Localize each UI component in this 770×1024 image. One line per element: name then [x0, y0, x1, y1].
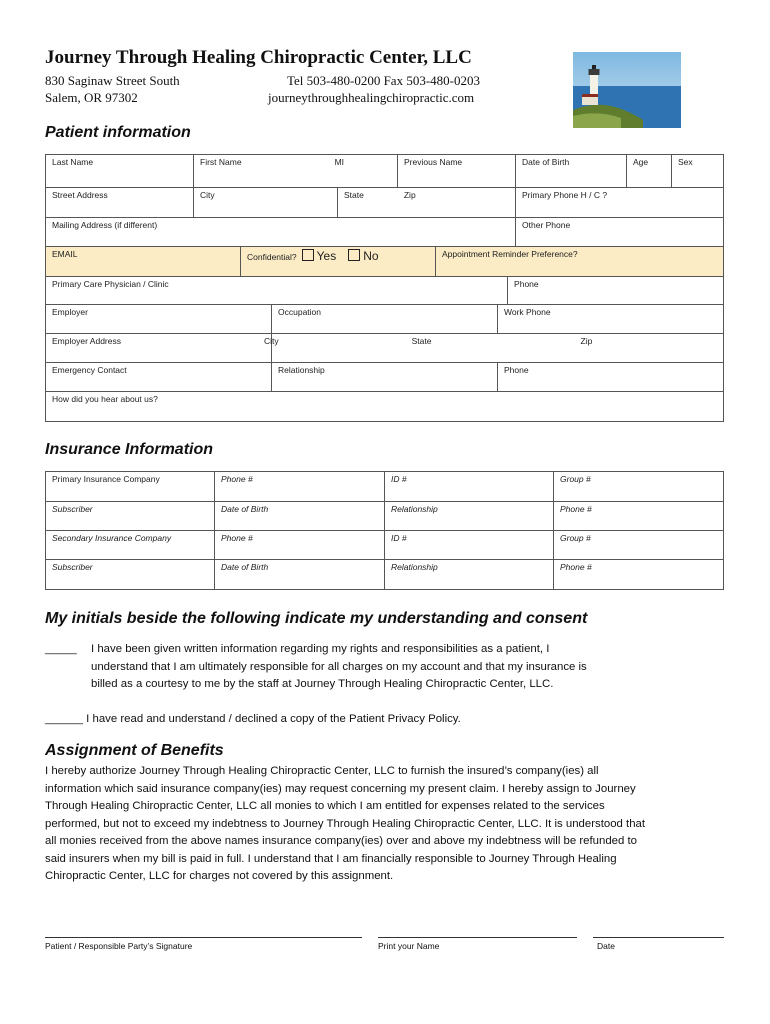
date-label: Date — [597, 941, 615, 951]
employer-address-field[interactable] — [46, 334, 272, 363]
work-phone-field[interactable] — [498, 305, 724, 334]
ins-cell[interactable] — [554, 560, 724, 590]
sex-field[interactable] — [672, 155, 724, 188]
print-name-label: Print your Name — [378, 941, 440, 951]
pcp-phone-label: Phone — [514, 279, 539, 289]
ins-phone-label: Phone # — [560, 504, 592, 514]
occupation-field[interactable] — [272, 305, 498, 334]
website: journeythroughhealingchiropractic.com — [268, 90, 475, 105]
ins-id-label: ID # — [391, 533, 407, 543]
last-name-label: Last Name — [52, 157, 94, 167]
patient-info-title: Patient information — [45, 124, 191, 141]
first-name-label: First Name — [200, 157, 242, 167]
ins-cell[interactable] — [385, 472, 554, 502]
ins-cell[interactable] — [215, 502, 385, 531]
ins-group-label: Group # — [560, 474, 591, 484]
date-line[interactable] — [593, 937, 724, 938]
age-field[interactable] — [627, 155, 672, 188]
contact-table — [45, 276, 724, 422]
state-label: State — [344, 190, 364, 200]
ins-relationship-label: Relationship — [391, 504, 438, 514]
reminder-label: Appointment Reminder Preference? — [442, 249, 578, 259]
confidential-field — [241, 247, 436, 277]
ins-subscriber-label: Subscriber — [52, 504, 93, 514]
ins-subscriber-label: Subscriber — [52, 562, 93, 572]
phone-fax: Tel 503-480-0200 Fax 503-480-0203 — [287, 73, 480, 88]
consent-title: My initials beside the following indicate my understanding and consent — [45, 610, 588, 627]
address-line-2: Salem, OR 97302 — [45, 90, 138, 105]
assignment-title: Assignment of Benefits — [45, 742, 224, 759]
relationship-label: Relationship — [278, 365, 325, 375]
employer-label: Employer — [52, 307, 88, 317]
print-name-line[interactable] — [378, 937, 577, 938]
lighthouse-photo — [573, 52, 681, 128]
ins-phone-label: Phone # — [221, 474, 253, 484]
primary-phone-label: Primary Phone H / C ? — [522, 190, 608, 200]
yes-label: Yes — [316, 249, 337, 263]
other-phone-field[interactable] — [516, 218, 724, 248]
pcp-field[interactable] — [46, 277, 508, 305]
ins-group-label: Group # — [560, 533, 591, 543]
city-label: City — [200, 190, 215, 200]
ins-primary-company-label: Primary Insurance Company — [52, 474, 160, 484]
state-zip-field[interactable] — [338, 188, 516, 218]
sex-label: Sex — [678, 157, 693, 167]
ins-secondary-company-label: Secondary Insurance Company — [52, 533, 172, 543]
hear-about-label: How did you hear about us? — [52, 394, 158, 404]
ins-dob-label: Date of Birth — [221, 562, 269, 572]
assignment-line: Chiropractic Center, LLC for charges not covered by this assignment. — [45, 870, 394, 882]
ins-cell[interactable] — [554, 502, 724, 531]
no-label: No — [363, 249, 379, 263]
email-row-table — [45, 246, 724, 277]
city-field[interactable] — [194, 188, 338, 218]
ins-cell[interactable] — [215, 472, 385, 502]
em-phone-label: Phone — [504, 365, 529, 375]
email-label: EMAIL — [52, 249, 78, 259]
confidential-label: Confidential? — [247, 252, 297, 262]
em-phone-field[interactable] — [498, 363, 724, 392]
ins-cell[interactable] — [385, 502, 554, 531]
employer-csz-field[interactable] — [264, 334, 724, 363]
hear-about-field[interactable] — [46, 392, 724, 422]
ins-dob-label: Date of Birth — [221, 504, 269, 514]
patient-info-table — [45, 154, 724, 248]
emp-city-label: City — [264, 336, 279, 346]
pcp-phone-field[interactable] — [508, 277, 724, 305]
clinic-name: Journey Through Healing Chiropractic Center, LLC — [45, 47, 472, 68]
ins-cell[interactable] — [385, 560, 554, 590]
assignment-line: performed, but not to exceed my indebtness to Journey Through Healing Chiropractic Center, LLC. It is understood that — [45, 817, 646, 830]
assignment-line: information which said insurance company(ies) may request concerning my present claim. I hereby assign to Journey — [45, 782, 636, 795]
no-checkbox[interactable] — [348, 249, 360, 261]
mailing-address-field[interactable] — [46, 218, 516, 248]
dob-label: Date of Birth — [522, 157, 570, 167]
street-label: Street Address — [52, 190, 108, 200]
dob-field[interactable] — [516, 155, 627, 188]
pcp-label: Primary Care Physician / Clinic — [52, 279, 169, 289]
work-phone-label: Work Phone — [504, 307, 551, 317]
mailing-label: Mailing Address (if different) — [52, 220, 158, 230]
employer-address-label: Employer Address — [52, 336, 121, 346]
occupation-label: Occupation — [278, 307, 321, 317]
insurance-table — [45, 471, 724, 590]
consent-item-1-line: understand that I am ultimately responsible for all charges on my account and that my insurance is — [91, 660, 587, 673]
emp-state-label: State — [411, 336, 432, 346]
street-field[interactable] — [46, 188, 194, 218]
assignment-line: said insurers when my bill is paid in full. I understand that I am financially responsible to Journey Through Healing — [45, 852, 617, 865]
relationship-field[interactable] — [272, 363, 498, 392]
ins-cell[interactable] — [554, 472, 724, 502]
zip-label: Zip — [403, 190, 416, 200]
ins-cell[interactable] — [46, 560, 215, 590]
email-field[interactable] — [46, 247, 241, 277]
signature-label: Patient / Responsible Party’s Signature — [45, 941, 193, 951]
ins-cell[interactable] — [554, 531, 724, 560]
ins-cell[interactable] — [46, 502, 215, 531]
age-label: Age — [633, 157, 649, 167]
first-name-field[interactable] — [194, 155, 398, 188]
signature-line[interactable] — [45, 937, 362, 938]
consent-item-1 — [91, 641, 587, 694]
ins-cell[interactable] — [385, 531, 554, 560]
address-line-1: 830 Saginaw Street South — [45, 73, 180, 88]
ins-id-label: ID # — [391, 474, 407, 484]
ins-cell[interactable] — [215, 531, 385, 560]
initials-blank-1[interactable]: _____ — [45, 643, 77, 655]
yes-checkbox[interactable] — [302, 249, 314, 261]
mi-label: MI — [334, 157, 345, 167]
other-phone-label: Other Phone — [522, 220, 571, 230]
employer-field[interactable] — [46, 305, 272, 334]
last-name-field[interactable] — [46, 155, 194, 188]
assignment-text — [45, 763, 645, 886]
assignment-line: I hereby authorize Journey Through Healing Chiropractic Center, LLC to furnish the insured’s company(ies) all — [45, 765, 599, 777]
consent-item-1-line: billed as a courtesy to me by the staff at Journey Through Healing Chiropractic Center, LLC. — [91, 678, 554, 690]
insurance-title: Insurance Information — [45, 441, 214, 458]
previous-name-label: Previous Name — [404, 157, 463, 167]
primary-phone-field[interactable] — [516, 188, 724, 218]
ins-cell[interactable] — [46, 531, 215, 560]
ins-phone-label: Phone # — [221, 533, 253, 543]
ins-cell[interactable] — [215, 560, 385, 590]
consent-item-1-line: I have been given written information regarding my rights and responsibilities as a patient, I — [91, 643, 550, 655]
previous-name-field[interactable] — [398, 155, 516, 188]
ins-phone-label: Phone # — [560, 562, 592, 572]
consent-item-2[interactable]: ______ I have read and understand / declined a copy of the Patient Privacy Policy. — [45, 713, 461, 725]
emergency-field[interactable] — [46, 363, 272, 392]
assignment-line: Through Healing Chiropractic Center, LLC all monies to which I am entitled for expenses related to the services — [45, 800, 605, 812]
assignment-line: all monies received from the above names insurance company(ies) over and above my indebtness will be refunded to — [45, 835, 637, 847]
ins-cell[interactable] — [46, 472, 215, 502]
ins-relationship-label: Relationship — [391, 562, 438, 572]
emp-zip-label: Zip — [580, 336, 593, 346]
reminder-field[interactable] — [436, 247, 724, 277]
emergency-label: Emergency Contact — [52, 365, 127, 375]
